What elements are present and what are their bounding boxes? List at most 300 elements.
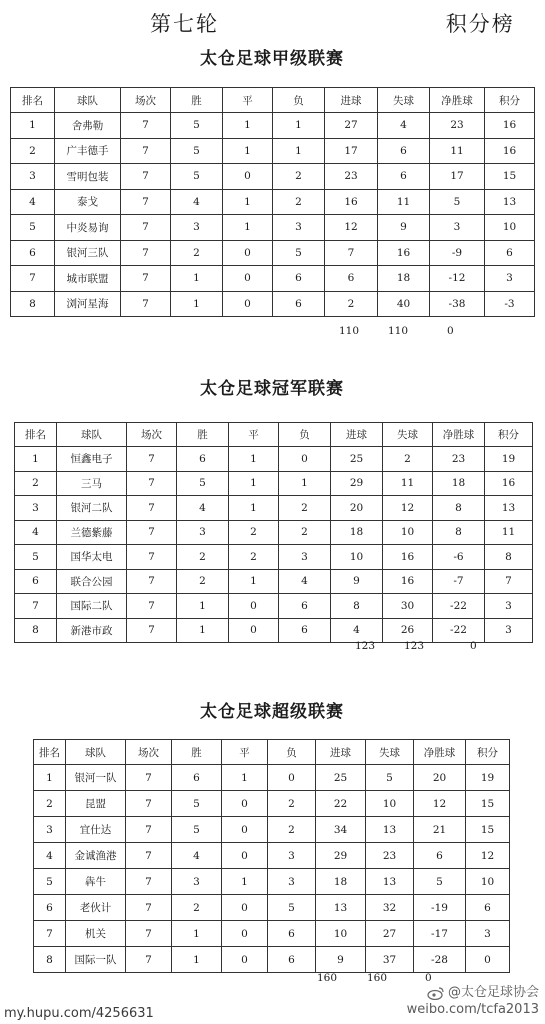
cell-rank: 8 [34,947,66,973]
cell-goals-for: 25 [331,447,383,472]
cell-rank: 4 [15,520,57,545]
cell-rank: 5 [34,869,66,895]
cell-goal-diff: -7 [433,569,485,594]
cell-points: 19 [466,765,510,791]
cell-drawn: 2 [229,545,279,570]
header-row [15,423,533,447]
cell-rank: 1 [15,447,57,472]
cell-rank: 4 [34,843,66,869]
cell-goals-for: 20 [331,496,383,521]
cell-drawn: 0 [222,895,268,921]
cell-goals-against: 6 [378,164,430,190]
col-header-rank: 排名 [34,740,66,765]
cell-drawn: 0 [222,817,268,843]
cell-goals-for: 10 [316,921,366,947]
cell-drawn: 1 [229,447,279,472]
cell-goals-for: 27 [325,113,378,139]
cell-rank: 2 [11,138,55,164]
table-row [11,113,535,139]
cell-rank: 6 [15,569,57,594]
col-header-goals-against: 失球 [366,740,414,765]
cell-won: 3 [177,520,229,545]
cell-points: 13 [485,189,535,215]
cell-won: 4 [177,496,229,521]
cell-points: 6 [466,895,510,921]
cell-rank: 1 [34,765,66,791]
league-title-jia: 太仓足球甲级联赛 [200,49,344,69]
table-row [11,164,535,190]
table-row [34,765,510,791]
cell-goal-diff: 23 [430,113,485,139]
col-header-goals-against: 失球 [383,423,433,447]
cell-team: 犇牛 [66,869,126,895]
cell-rank: 1 [11,113,55,139]
cell-played: 7 [121,291,171,317]
header-row [34,740,510,765]
cell-team: 国际一队 [66,947,126,973]
cell-goals-against: 5 [366,765,414,791]
cell-played: 7 [121,215,171,241]
cell-drawn: 1 [229,569,279,594]
cell-won: 5 [171,138,223,164]
table-row [15,496,533,521]
table-row [15,520,533,545]
col-header-played: 场次 [121,88,171,113]
cell-goals-for: 29 [316,843,366,869]
cell-team: 中炎易询 [55,215,121,241]
cell-lost: 6 [279,618,331,643]
cell-won: 6 [177,447,229,472]
cell-goals-for: 9 [316,947,366,973]
cell-drawn: 1 [223,113,273,139]
cell-goals-against: 13 [366,869,414,895]
total-goal-diff: 0 [447,325,454,337]
cell-played: 7 [121,266,171,292]
cell-goals-against: 11 [378,189,430,215]
cell-points: 8 [485,545,533,570]
cell-goals-against: 23 [366,843,414,869]
cell-team: 昆盟 [66,791,126,817]
cell-goals-for: 25 [316,765,366,791]
cell-lost: 3 [268,843,316,869]
cell-points: 16 [485,113,535,139]
cell-won: 5 [172,791,222,817]
cell-goal-diff: -22 [433,594,485,619]
cell-goals-against: 13 [366,817,414,843]
cell-rank: 6 [11,240,55,266]
cell-played: 7 [126,765,172,791]
cell-points: 19 [485,447,533,472]
cell-team: 国华太电 [57,545,127,570]
standings-table-chaoji [33,739,510,973]
table-row [15,618,533,643]
cell-points: 3 [485,266,535,292]
cell-lost: 5 [273,240,325,266]
col-header-won: 胜 [172,740,222,765]
col-header-goal-diff: 净胜球 [430,88,485,113]
cell-lost: 2 [268,817,316,843]
cell-goal-diff: -12 [430,266,485,292]
cell-goal-diff: 17 [430,164,485,190]
league-title-chaoji: 太仓足球超级联赛 [200,702,344,722]
col-header-points: 积分 [466,740,510,765]
cell-won: 1 [171,266,223,292]
cell-won: 1 [172,947,222,973]
cell-drawn: 0 [223,266,273,292]
cell-team: 银河一队 [66,765,126,791]
cell-drawn: 0 [223,164,273,190]
col-header-goals-for: 进球 [316,740,366,765]
totals-row-jia [0,325,545,339]
weibo-url: weibo.com/tcfa2013 [406,1002,539,1017]
cell-team: 机关 [66,921,126,947]
cell-drawn: 0 [222,947,268,973]
cell-goals-for: 2 [325,291,378,317]
cell-played: 7 [127,569,177,594]
cell-goals-for: 22 [316,791,366,817]
total-goals-against: 160 [367,972,388,984]
col-header-lost: 负 [273,88,325,113]
col-header-drawn: 平 [222,740,268,765]
cell-rank: 4 [11,189,55,215]
cell-drawn: 0 [222,921,268,947]
total-goals-for: 160 [317,972,338,984]
total-goal-diff: 0 [470,640,477,652]
hupu-watermark: my.hupu.com/4256631 [4,1006,154,1021]
cell-goals-for: 6 [325,266,378,292]
cell-points: 15 [466,817,510,843]
cell-team: 泰戈 [55,189,121,215]
table-row [15,594,533,619]
cell-lost: 1 [273,113,325,139]
cell-rank: 5 [15,545,57,570]
cell-won: 1 [177,618,229,643]
cell-points: 16 [485,471,533,496]
cell-goals-for: 17 [325,138,378,164]
cell-points: 10 [466,869,510,895]
col-header-points: 积分 [485,423,533,447]
table-row [34,869,510,895]
cell-team: 三马 [57,471,127,496]
cell-rank: 8 [15,618,57,643]
weibo-watermark [407,984,539,1018]
cell-goal-diff: 6 [414,843,466,869]
cell-goals-for: 9 [331,569,383,594]
cell-team: 银河三队 [55,240,121,266]
cell-team: 恒鑫电子 [57,447,127,472]
cell-team: 广丰德手 [55,138,121,164]
cell-goal-diff: -19 [414,895,466,921]
cell-goals-against: 16 [383,545,433,570]
col-header-rank: 排名 [11,88,55,113]
cell-team: 金诚渔港 [66,843,126,869]
cell-team: 舍弗勒 [55,113,121,139]
col-header-rank: 排名 [15,423,57,447]
table-row [34,791,510,817]
total-goals-for: 110 [339,325,360,337]
col-header-goal-diff: 净胜球 [414,740,466,765]
col-header-goals-for: 进球 [325,88,378,113]
cell-played: 7 [126,791,172,817]
cell-goals-against: 10 [366,791,414,817]
cell-goals-for: 4 [331,618,383,643]
cell-won: 5 [171,113,223,139]
cell-won: 1 [171,291,223,317]
cell-won: 5 [172,817,222,843]
col-header-goals-against: 失球 [378,88,430,113]
cell-goal-diff: -28 [414,947,466,973]
col-header-goals-for: 进球 [331,423,383,447]
league-title-guanjun: 太仓足球冠军联赛 [200,379,344,399]
cell-team: 新港市政 [57,618,127,643]
cell-rank: 6 [34,895,66,921]
cell-drawn: 1 [223,215,273,241]
cell-goals-against: 4 [378,113,430,139]
cell-played: 7 [121,240,171,266]
cell-rank: 3 [15,496,57,521]
cell-points: 11 [485,520,533,545]
cell-points: 7 [485,569,533,594]
cell-team: 宜仕达 [66,817,126,843]
cell-drawn: 0 [229,594,279,619]
col-header-won: 胜 [177,423,229,447]
cell-goals-against: 32 [366,895,414,921]
cell-drawn: 1 [222,765,268,791]
cell-played: 7 [126,817,172,843]
cell-lost: 6 [268,947,316,973]
cell-rank: 7 [34,921,66,947]
cell-goal-diff: 5 [430,189,485,215]
weibo-logo-icon [427,986,445,1000]
cell-team: 老伙计 [66,895,126,921]
cell-rank: 3 [34,817,66,843]
cell-points: 10 [485,215,535,241]
total-goals-against: 110 [388,325,409,337]
cell-lost: 0 [268,765,316,791]
cell-goals-for: 10 [331,545,383,570]
cell-won: 2 [177,545,229,570]
cell-played: 7 [126,947,172,973]
table-row [34,817,510,843]
cell-points: 12 [466,843,510,869]
table-row [11,138,535,164]
cell-lost: 5 [268,895,316,921]
cell-played: 7 [127,545,177,570]
cell-won: 2 [172,895,222,921]
cell-goal-diff: 8 [433,496,485,521]
cell-played: 7 [127,496,177,521]
table-row [11,189,535,215]
cell-goals-for: 34 [316,817,366,843]
cell-lost: 4 [279,569,331,594]
cell-lost: 3 [273,215,325,241]
cell-goals-for: 8 [331,594,383,619]
cell-team: 兰德紫藤 [57,520,127,545]
col-header-points: 积分 [485,88,535,113]
cell-goals-against: 16 [378,240,430,266]
cell-lost: 2 [268,791,316,817]
weibo-handle: @太仓足球协会 [447,985,539,1000]
cell-drawn: 1 [223,138,273,164]
col-header-lost: 负 [279,423,331,447]
cell-goals-against: 18 [378,266,430,292]
cell-lost: 2 [279,496,331,521]
cell-goals-for: 23 [325,164,378,190]
cell-points: 3 [466,921,510,947]
cell-won: 4 [171,189,223,215]
cell-played: 7 [126,895,172,921]
cell-goal-diff: -9 [430,240,485,266]
cell-team: 城市联盟 [55,266,121,292]
col-header-team: 球队 [57,423,127,447]
cell-lost: 1 [279,471,331,496]
cell-goals-for: 29 [331,471,383,496]
cell-goals-against: 10 [383,520,433,545]
cell-drawn: 1 [223,189,273,215]
cell-lost: 3 [268,869,316,895]
cell-rank: 7 [15,594,57,619]
cell-goals-for: 7 [325,240,378,266]
col-header-team: 球队 [66,740,126,765]
cell-goals-against: 11 [383,471,433,496]
cell-lost: 2 [273,189,325,215]
col-header-played: 场次 [126,740,172,765]
cell-goals-against: 2 [383,447,433,472]
cell-won: 4 [172,843,222,869]
cell-goals-against: 12 [383,496,433,521]
cell-goal-diff: 23 [433,447,485,472]
cell-drawn: 1 [229,496,279,521]
cell-rank: 5 [11,215,55,241]
cell-team: 雪明包装 [55,164,121,190]
cell-lost: 6 [273,291,325,317]
cell-won: 6 [172,765,222,791]
col-header-drawn: 平 [223,88,273,113]
cell-goal-diff: 5 [414,869,466,895]
col-header-goal-diff: 净胜球 [433,423,485,447]
cell-rank: 8 [11,291,55,317]
cell-lost: 2 [273,164,325,190]
cell-won: 2 [171,240,223,266]
table-row [11,266,535,292]
cell-played: 7 [126,921,172,947]
cell-drawn: 0 [229,618,279,643]
cell-drawn: 2 [229,520,279,545]
table-row [34,947,510,973]
table-row [11,240,535,266]
cell-points: 6 [485,240,535,266]
cell-points: 13 [485,496,533,521]
cell-played: 7 [127,594,177,619]
cell-points: 15 [485,164,535,190]
cell-goals-against: 16 [383,569,433,594]
table-row [15,447,533,472]
cell-played: 7 [121,164,171,190]
cell-won: 3 [172,869,222,895]
cell-goal-diff: 11 [430,138,485,164]
table-row [34,843,510,869]
table-row [34,921,510,947]
cell-team: 浏河星海 [55,291,121,317]
standings-table-guanjun [14,422,533,643]
cell-won: 5 [177,471,229,496]
cell-drawn: 0 [222,843,268,869]
cell-played: 7 [121,189,171,215]
cell-goals-for: 16 [325,189,378,215]
cell-goals-against: 6 [378,138,430,164]
cell-goals-against: 9 [378,215,430,241]
cell-played: 7 [121,113,171,139]
table-row [11,215,535,241]
cell-team: 国际二队 [57,594,127,619]
cell-goal-diff: -22 [433,618,485,643]
cell-goal-diff: 12 [414,791,466,817]
cell-lost: 6 [279,594,331,619]
cell-rank: 3 [11,164,55,190]
col-header-played: 场次 [127,423,177,447]
cell-played: 7 [126,843,172,869]
col-header-won: 胜 [171,88,223,113]
cell-goals-against: 30 [383,594,433,619]
cell-drawn: 0 [223,240,273,266]
cell-goal-diff: 21 [414,817,466,843]
cell-goal-diff: 3 [430,215,485,241]
cell-goal-diff: -38 [430,291,485,317]
cell-drawn: 1 [229,471,279,496]
cell-won: 2 [177,569,229,594]
cell-drawn: 0 [222,791,268,817]
cell-points: 3 [485,594,533,619]
totals-row-guanjun [0,640,545,654]
cell-goals-for: 18 [331,520,383,545]
cell-rank: 2 [34,791,66,817]
cell-played: 7 [121,138,171,164]
cell-goal-diff: -17 [414,921,466,947]
cell-team: 银河二队 [57,496,127,521]
cell-won: 3 [171,215,223,241]
col-header-drawn: 平 [229,423,279,447]
cell-lost: 2 [279,520,331,545]
cell-goals-against: 26 [383,618,433,643]
cell-goal-diff: -6 [433,545,485,570]
cell-goal-diff: 8 [433,520,485,545]
total-goals-against: 123 [404,640,425,652]
cell-points: 0 [466,947,510,973]
page-title: 第七轮 积分榜 [150,12,515,36]
cell-points: 16 [485,138,535,164]
cell-won: 1 [172,921,222,947]
col-header-team: 球队 [55,88,121,113]
total-goals-for: 123 [355,640,376,652]
cell-goal-diff: 18 [433,471,485,496]
cell-goals-for: 18 [316,869,366,895]
cell-won: 1 [177,594,229,619]
cell-lost: 0 [279,447,331,472]
cell-lost: 6 [268,921,316,947]
table-row [15,569,533,594]
standings-table-jia [10,87,535,317]
cell-won: 5 [171,164,223,190]
cell-played: 7 [127,618,177,643]
cell-played: 7 [127,520,177,545]
total-goal-diff: 0 [425,972,432,984]
cell-lost: 6 [273,266,325,292]
cell-played: 7 [127,447,177,472]
cell-points: -3 [485,291,535,317]
cell-points: 15 [466,791,510,817]
cell-goals-against: 37 [366,947,414,973]
col-header-lost: 负 [268,740,316,765]
